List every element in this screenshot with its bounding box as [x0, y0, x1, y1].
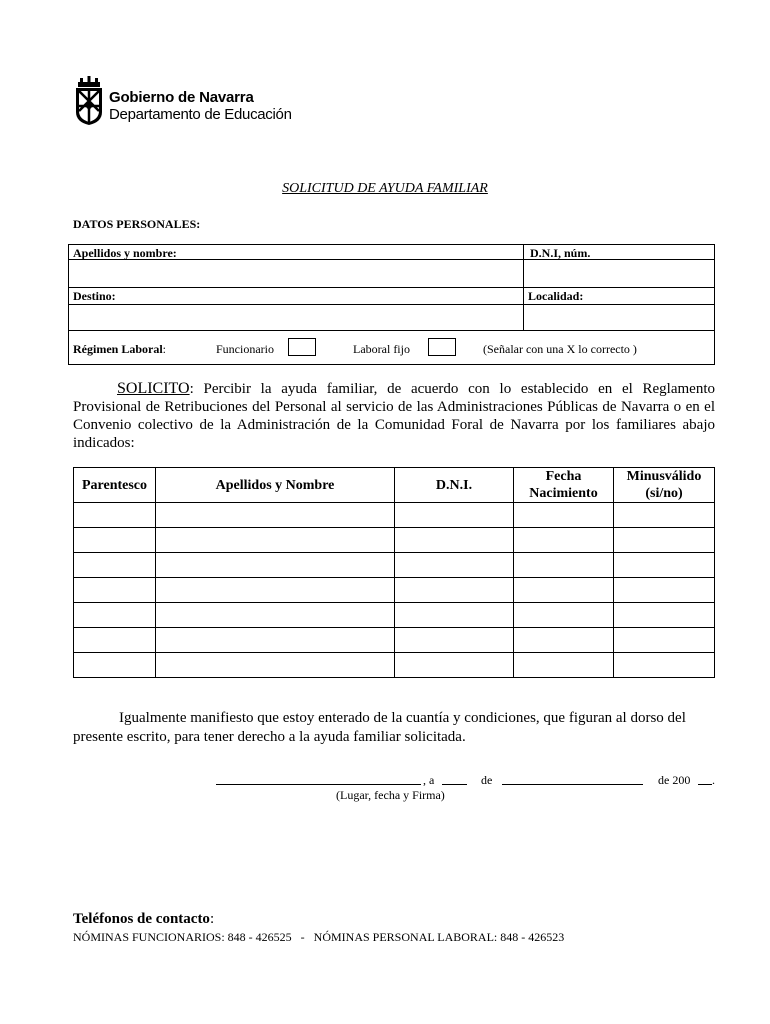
table-cell[interactable]: [395, 553, 514, 578]
table-cell[interactable]: [156, 578, 395, 603]
contact-phones: NÓMINAS FUNCIONARIOS: 848 - 426525 - NÓMINAS PERSONAL LABORAL: 848 - 426523: [73, 930, 565, 944]
table-cell[interactable]: [514, 628, 614, 653]
table-cell[interactable]: [514, 653, 614, 678]
header-minus-line1: Minusválido: [626, 469, 702, 484]
divider: [523, 245, 524, 330]
table-row: [74, 578, 715, 603]
table-cell[interactable]: [395, 528, 514, 553]
table-cell[interactable]: [614, 528, 715, 553]
table-cell[interactable]: [156, 553, 395, 578]
table-cell[interactable]: [514, 578, 614, 603]
table-cell[interactable]: [74, 528, 156, 553]
table-cell[interactable]: [514, 603, 614, 628]
table-cell[interactable]: [614, 503, 715, 528]
comma-a: , a: [423, 773, 435, 787]
signature-caption: (Lugar, fecha y Firma): [336, 788, 445, 802]
funcionario-checkbox[interactable]: [288, 338, 316, 356]
table-cell[interactable]: [395, 603, 514, 628]
org-line-1: Gobierno de Navarra: [109, 89, 254, 106]
table-cell[interactable]: [614, 653, 715, 678]
apellidos-nombre-field[interactable]: [71, 261, 521, 285]
table-cell[interactable]: [514, 528, 614, 553]
table-cell[interactable]: [514, 503, 614, 528]
table-cell[interactable]: [614, 603, 715, 628]
declaration-paragraph: [73, 709, 715, 747]
declaration-text: Igualmente manifiesto que estoy enterado de la cuantía y condiciones, que figuran al dorso del presente escrito, para tener derecho a la ayuda familiar solicitada.: [73, 710, 686, 745]
header-apellidos-nombre: Apellidos y Nombre: [156, 468, 395, 503]
contact-title-text: Teléfonos de contacto: [73, 911, 210, 927]
table-row: [74, 503, 715, 528]
solicito-text: : Percibir la ayuda familiar, de acuerdo con lo establecido en el Reglamento Provisional de Retribuciones del Personal al servicio de las Administraciones Públicas de Navarra o en el Convenio colectivo de la Administración de la Comunidad Foral de Navarra por los familiares abajo indicados:: [73, 381, 715, 451]
table-cell[interactable]: [395, 503, 514, 528]
table-cell[interactable]: [74, 603, 156, 628]
header-fecha-line2: Nacimiento: [529, 486, 598, 501]
solicito-word: SOLICITO: [117, 380, 190, 397]
organization-name: [109, 89, 292, 123]
day-line[interactable]: [442, 784, 467, 785]
table-cell[interactable]: [395, 578, 514, 603]
table-cell[interactable]: [74, 628, 156, 653]
destino-field[interactable]: [71, 306, 521, 328]
table-row: [74, 553, 715, 578]
org-line-2: Departamento de Educación: [109, 106, 292, 123]
regimen-laboral-label: [73, 342, 166, 357]
divider: [69, 287, 714, 288]
table-cell[interactable]: [395, 628, 514, 653]
table-row: [74, 603, 715, 628]
de-year-label: de 200: [658, 773, 691, 787]
table-cell[interactable]: [156, 503, 395, 528]
table-cell[interactable]: [156, 528, 395, 553]
contact-title: [73, 911, 214, 928]
table-cell[interactable]: [156, 653, 395, 678]
apellidos-nombre-label: Apellidos y nombre:: [73, 246, 177, 260]
family-members-table: [73, 467, 715, 678]
divider: [69, 304, 714, 305]
option-funcionario-label: Funcionario: [216, 342, 274, 356]
dni-label: D.N.I, núm.: [530, 246, 591, 260]
laboral-fijo-checkbox[interactable]: [428, 338, 456, 356]
header-minus-line2: (si/no): [645, 486, 683, 501]
divider: [69, 330, 714, 331]
form-title: SOLICITUD DE AYUDA FAMILIAR: [282, 181, 488, 196]
lugar-line[interactable]: [216, 784, 421, 785]
table-row: [74, 653, 715, 678]
localidad-field[interactable]: [526, 306, 712, 328]
header-minusvalido: [614, 468, 715, 503]
table-cell[interactable]: [156, 603, 395, 628]
table-cell[interactable]: [514, 553, 614, 578]
table-cell[interactable]: [74, 553, 156, 578]
table-cell[interactable]: [156, 628, 395, 653]
table-cell[interactable]: [74, 578, 156, 603]
navarra-coat-of-arms-icon: [74, 76, 104, 126]
localidad-label: Localidad:: [528, 289, 584, 303]
table-row: [74, 528, 715, 553]
regimen-label-text: Régimen Laboral: [73, 342, 163, 356]
regimen-colon: :: [162, 342, 167, 356]
regimen-hint: (Señalar con una X lo correcto ): [483, 342, 637, 356]
header-fecha-nacimiento: [514, 468, 614, 503]
table-cell[interactable]: [74, 503, 156, 528]
header-parentesco: Parentesco: [74, 468, 156, 503]
table-cell[interactable]: [614, 628, 715, 653]
header-dni: D.N.I.: [395, 468, 514, 503]
header-fecha-line1: Fecha: [545, 469, 582, 484]
table-cell[interactable]: [74, 653, 156, 678]
table-cell[interactable]: [614, 553, 715, 578]
de-label: de: [481, 773, 493, 787]
personal-data-box: [68, 244, 715, 365]
section-label-personal-data: DATOS PERSONALES:: [73, 217, 201, 231]
destino-label: Destino:: [73, 289, 116, 303]
table-row: [74, 628, 715, 653]
family-table-body: [74, 503, 715, 678]
option-laboral-fijo-label: Laboral fijo: [353, 342, 410, 356]
year-line[interactable]: [698, 784, 712, 785]
year-suffix: .: [712, 773, 715, 787]
month-line[interactable]: [502, 784, 643, 785]
contact-colon: :: [209, 911, 215, 927]
table-cell[interactable]: [614, 578, 715, 603]
solicito-paragraph: [73, 380, 715, 452]
table-cell[interactable]: [395, 653, 514, 678]
dni-field[interactable]: [526, 261, 712, 285]
table-header-row: [74, 468, 715, 503]
